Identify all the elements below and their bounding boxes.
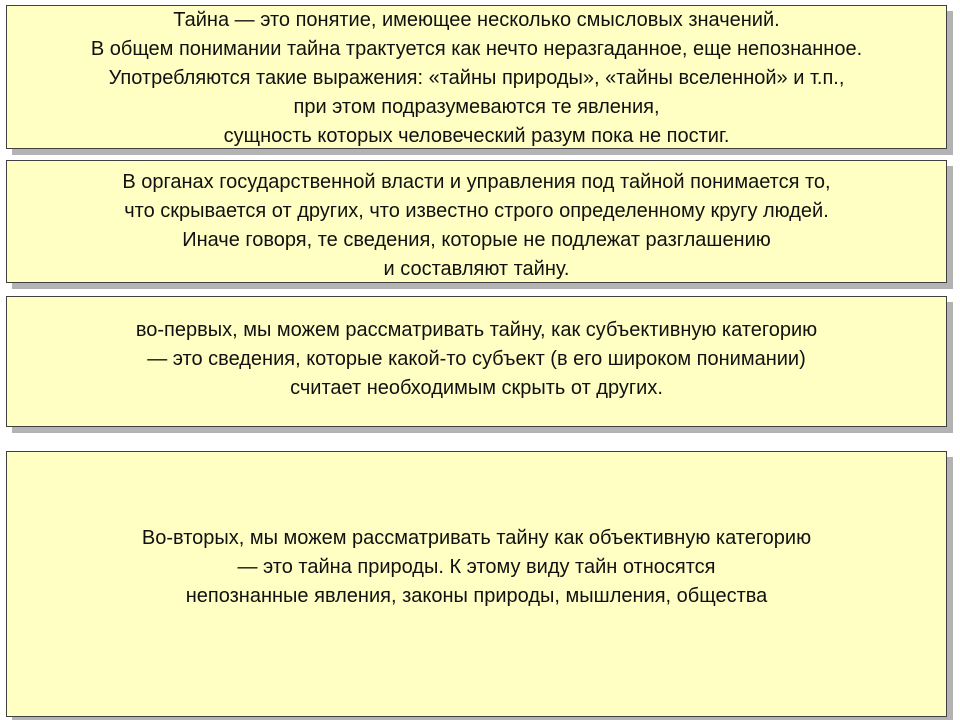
text-line: считает необходимым скрыть от других. bbox=[290, 377, 663, 399]
text-line: Тайна — это понятие, имеющее несколько смысловых значений. bbox=[173, 9, 780, 31]
text-line: В общем понимании тайна трактуется как нечто неразгаданное, еще непознанное. bbox=[90, 38, 863, 60]
text-line: непознанные явления, законы природы, мышления, общества bbox=[185, 584, 768, 607]
text-line: при этом подразумеваются те явления, bbox=[293, 96, 660, 118]
text-line: сущность которых человеческий разум пока не постиг. bbox=[223, 125, 730, 147]
subjective-category-block bbox=[6, 296, 947, 427]
text-line: во-первых, мы можем рассматривать тайну, как субъективную категорию bbox=[135, 319, 818, 341]
text-line: — это сведения, которые какой-то субъект (в его широком понимании) bbox=[147, 348, 806, 370]
text-line: и составляют тайну. bbox=[383, 258, 570, 280]
text-line: Иначе говоря, те сведения, которые не подлежат разглашению bbox=[182, 229, 771, 251]
text-line: Употребляются такие выражения: «тайны природы», «тайны вселенной» и т.п., bbox=[108, 67, 845, 89]
objective-category-block bbox=[6, 451, 947, 717]
text-line: Во-вторых, мы можем рассматривать тайну как объективную категорию bbox=[141, 526, 812, 549]
text-line: что скрывается от других, что известно строго определенному кругу людей. bbox=[124, 200, 829, 222]
definition-block-government bbox=[6, 160, 947, 283]
text-line: — это тайна природы. К этому виду тайн относятся bbox=[237, 555, 716, 578]
definition-block-general bbox=[6, 5, 947, 149]
text-line: В органах государственной власти и управления под тайной понимается то, bbox=[122, 171, 831, 193]
